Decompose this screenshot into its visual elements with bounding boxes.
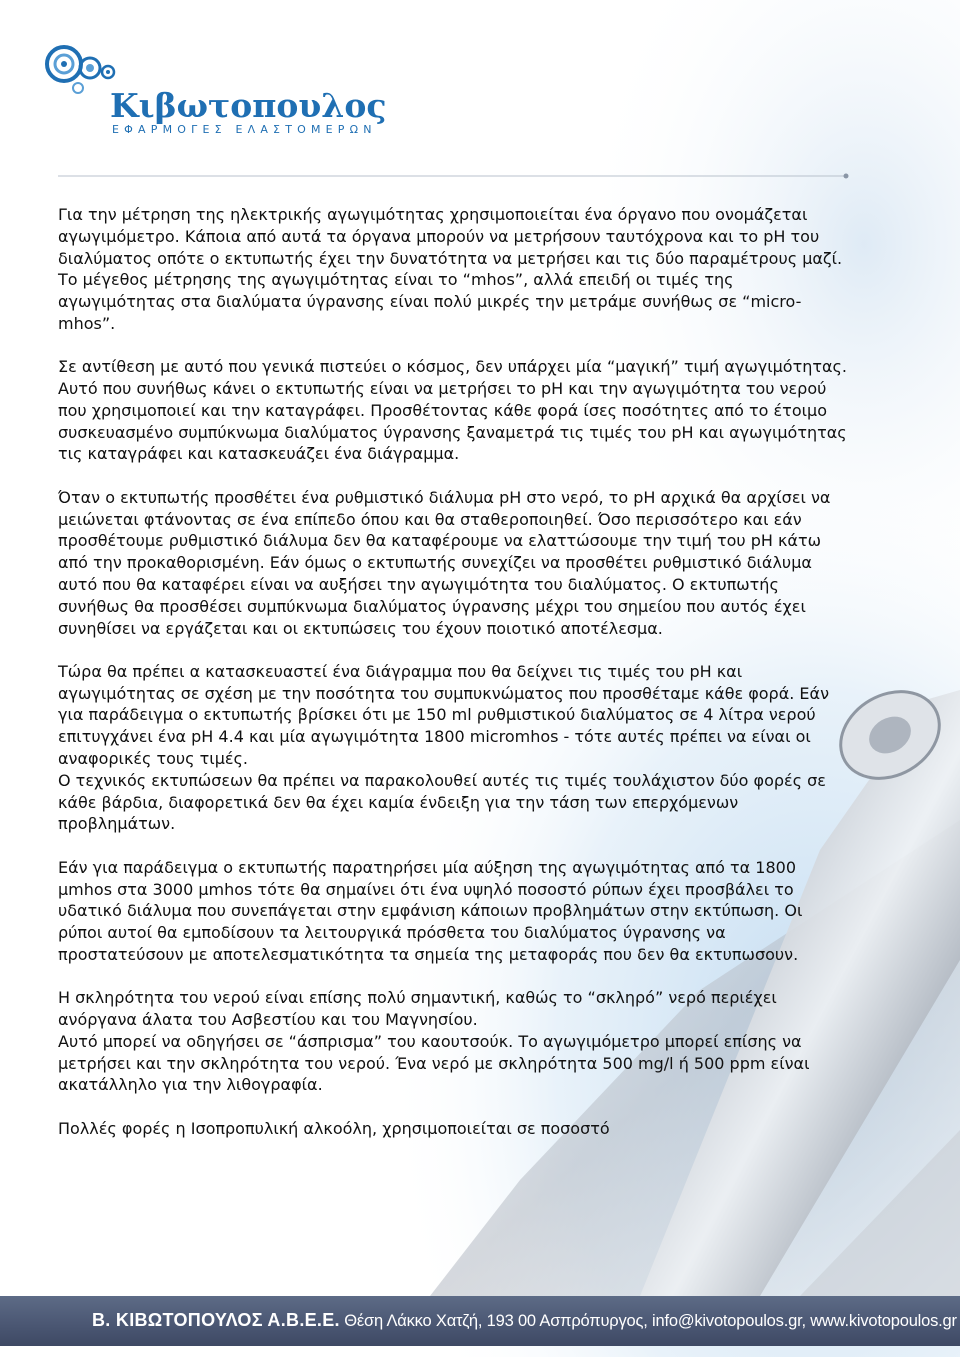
paragraph: Εάν για παράδειγμα ο εκτυπωτής παρατηρήσει μία αύξηση της αγωγιμότητας από τα 1800 μmhos στα 3000 μmhos τότε θα σημαίνει ότι ένα υψηλό ποσοστό ρύπων έχει προσβάλει το υδατικό διάλυμα που συνεπάγεται στην εμφάνιση κάποιων προβλημάτων στην εκτύπωση. Οι ρύποι αυτοί θα εμποδίσουν τα λειτουργικά πρόσθετα του διαλύματος ύγρανσης να προστατεύσουν με αποτελεσματικότητα τα σημεία της μεταφοράς που δεν θα εκτυπωσουν. (58, 857, 803, 964)
paragraph: Η σκληρότητα του νερού είναι επίσης πολύ σημαντική, καθώς το “σκληρό” νερό περιέχει ανόργανα άλατα του Ασβεστίου και του Μαγνησίου. Αυτό μπορεί να οδηγήσει σε “άσπρισμα” του καουτσούκ. Το αγωγιμόμετρο μπορεί επίσης να μετρήσει και την σκληρότητα του νερού. Ένα νερό με σκληρότητα 500 mg/l ή 500 ppm είναι ακατάλληλο για την λιθογραφία. (58, 988, 810, 1095)
company-logo (42, 40, 387, 140)
footer-contact (92, 1310, 957, 1331)
footer-bar (0, 1296, 960, 1346)
paragraph: Σε αντίθεση με αυτό που γενικά πιστεύει ο κόσμος, δεν υπάρχει μία “μαγική” τιμή αγωγιμότητας. Αυτό που συνήθως κάνει ο εκτυπωτής είναι να μετρήσει το pH και την αγωγιμότητα του νερού που χρησιμοποιεί και την καταγράφει. Προσθέτοντας κάθε φορά ίσες ποσότητες από το έτοιμο συσκευασμένο συμπύκνωμα διαλύματος ύγρανσης ξαναμετρά τις τιμές του pH και αγωγιμότητας τις καταγράφει και κατασκευάζει ένα διάγραμμα. (58, 357, 848, 464)
paragraph: Για την μέτρηση της ηλεκτρικής αγωγιμότητας χρησιμοποιείται ένα όργανο που ονομάζεται αγωγιμόμετρο. Κάποια από αυτά τα όργανα μπορούν να μετρήσουν ταυτόχρονα και το pH του διαλύματος οπότε ο εκτυπωτής έχει την δυνατότητα να μετρήσει και τις δύο παραμέτρους μαζί. Το μέγεθος μέτρησης της αγωγιμότητας είναι το “mhos”, αλλά επειδή οι τιμές της αγωγιμότητας στα διαλύματα ύγρανσης είναι πολύ μικρές την μετράμε συνήθως σε “micro-mhos”. (58, 205, 843, 333)
paragraph: Όταν ο εκτυπωτής προσθέτει ένα ρυθμιστικό διάλυμα pH στο νερό, το pH αρχικά θα αρχίσει να μειώνεται φτάνοντας σε ένα επίπεδο όπου και θα σταθεροποιηθεί. Όσο περισσότερο και εάν προσθέτουμε ρυθμιστικό διάλυμα δεν θα καταφέρουμε να ελαττώσουμε την τιμή του pH κάτω από την προκαθορισμένη. Εάν όμως ο εκτυπωτής συνεχίζει να προσθέτει ρυθμιστικό διάλυμα αυτό που θα καταφέρει είναι να αυξήσει την αγωγιμότητα του διαλύματος. Ο εκτυπωτής συνήθως θα προσθέσει συμπύκνωμα διαλύματος ύγρανσης μέχρι του σημείου που αυτός έχει συνηθίσει να εργάζεται και οι εκτυπώσεις του έχουν ποιοτικό αποτέλεσμα. (58, 487, 831, 638)
footer-company: Β. ΚΙΒΩΤΟΠΟΥΛΟΣ Α.Β.Ε.Ε. (92, 1310, 340, 1330)
paragraph: Πολλές φορές η Ισοπροπυλική αλκοόλη, χρησιμοποιείται σε ποσοστό (58, 1118, 610, 1138)
document-body (58, 204, 848, 1161)
logo-name: Κιβωτοπουλος (110, 86, 387, 125)
header-divider (58, 173, 850, 179)
logo-subtitle: ΕΦΑΡΜΟΓΕΣ ΕΛΑΣΤΟΜΕΡΩΝ (112, 123, 377, 136)
paragraph: Τώρα θα πρέπει α κατασκευαστεί ένα διάγραμμα που θα δείχνει τις τιμές του pH και αγωγιμότητας σε σχέση με την ποσότητα του συμπυκνώματος που προσθέταμε κάθε φορά. Εάν για παράδειγμα ο εκτυπωτής βρίσκει ότι με 150 ml ρυθμιστικού διαλύματος σε 4 λίτρα νερού επιτυγχάνει ένα pH 4.4 και μία αγωγιμότητα 1800 micromhos - τότε αυτές πρέπει να είναι οι αναφορικές τους τιμές. Ο τεχνικός εκτυπώσεων θα πρέπει να παρακολουθεί αυτές τις τιμές τουλάχιστον δύο φορές σε κάθε βάρδια, διαφορετικά δεν θα έχει καμία ένδειξη για την τάση των επερχόμενων προβλημάτων. (58, 661, 830, 834)
footer-address: Θέση Λάκκο Χατζή, 193 00 Ασπρόπυργος, info@kivotopoulos.gr, www.kivotopoulos.gr (344, 1312, 957, 1330)
